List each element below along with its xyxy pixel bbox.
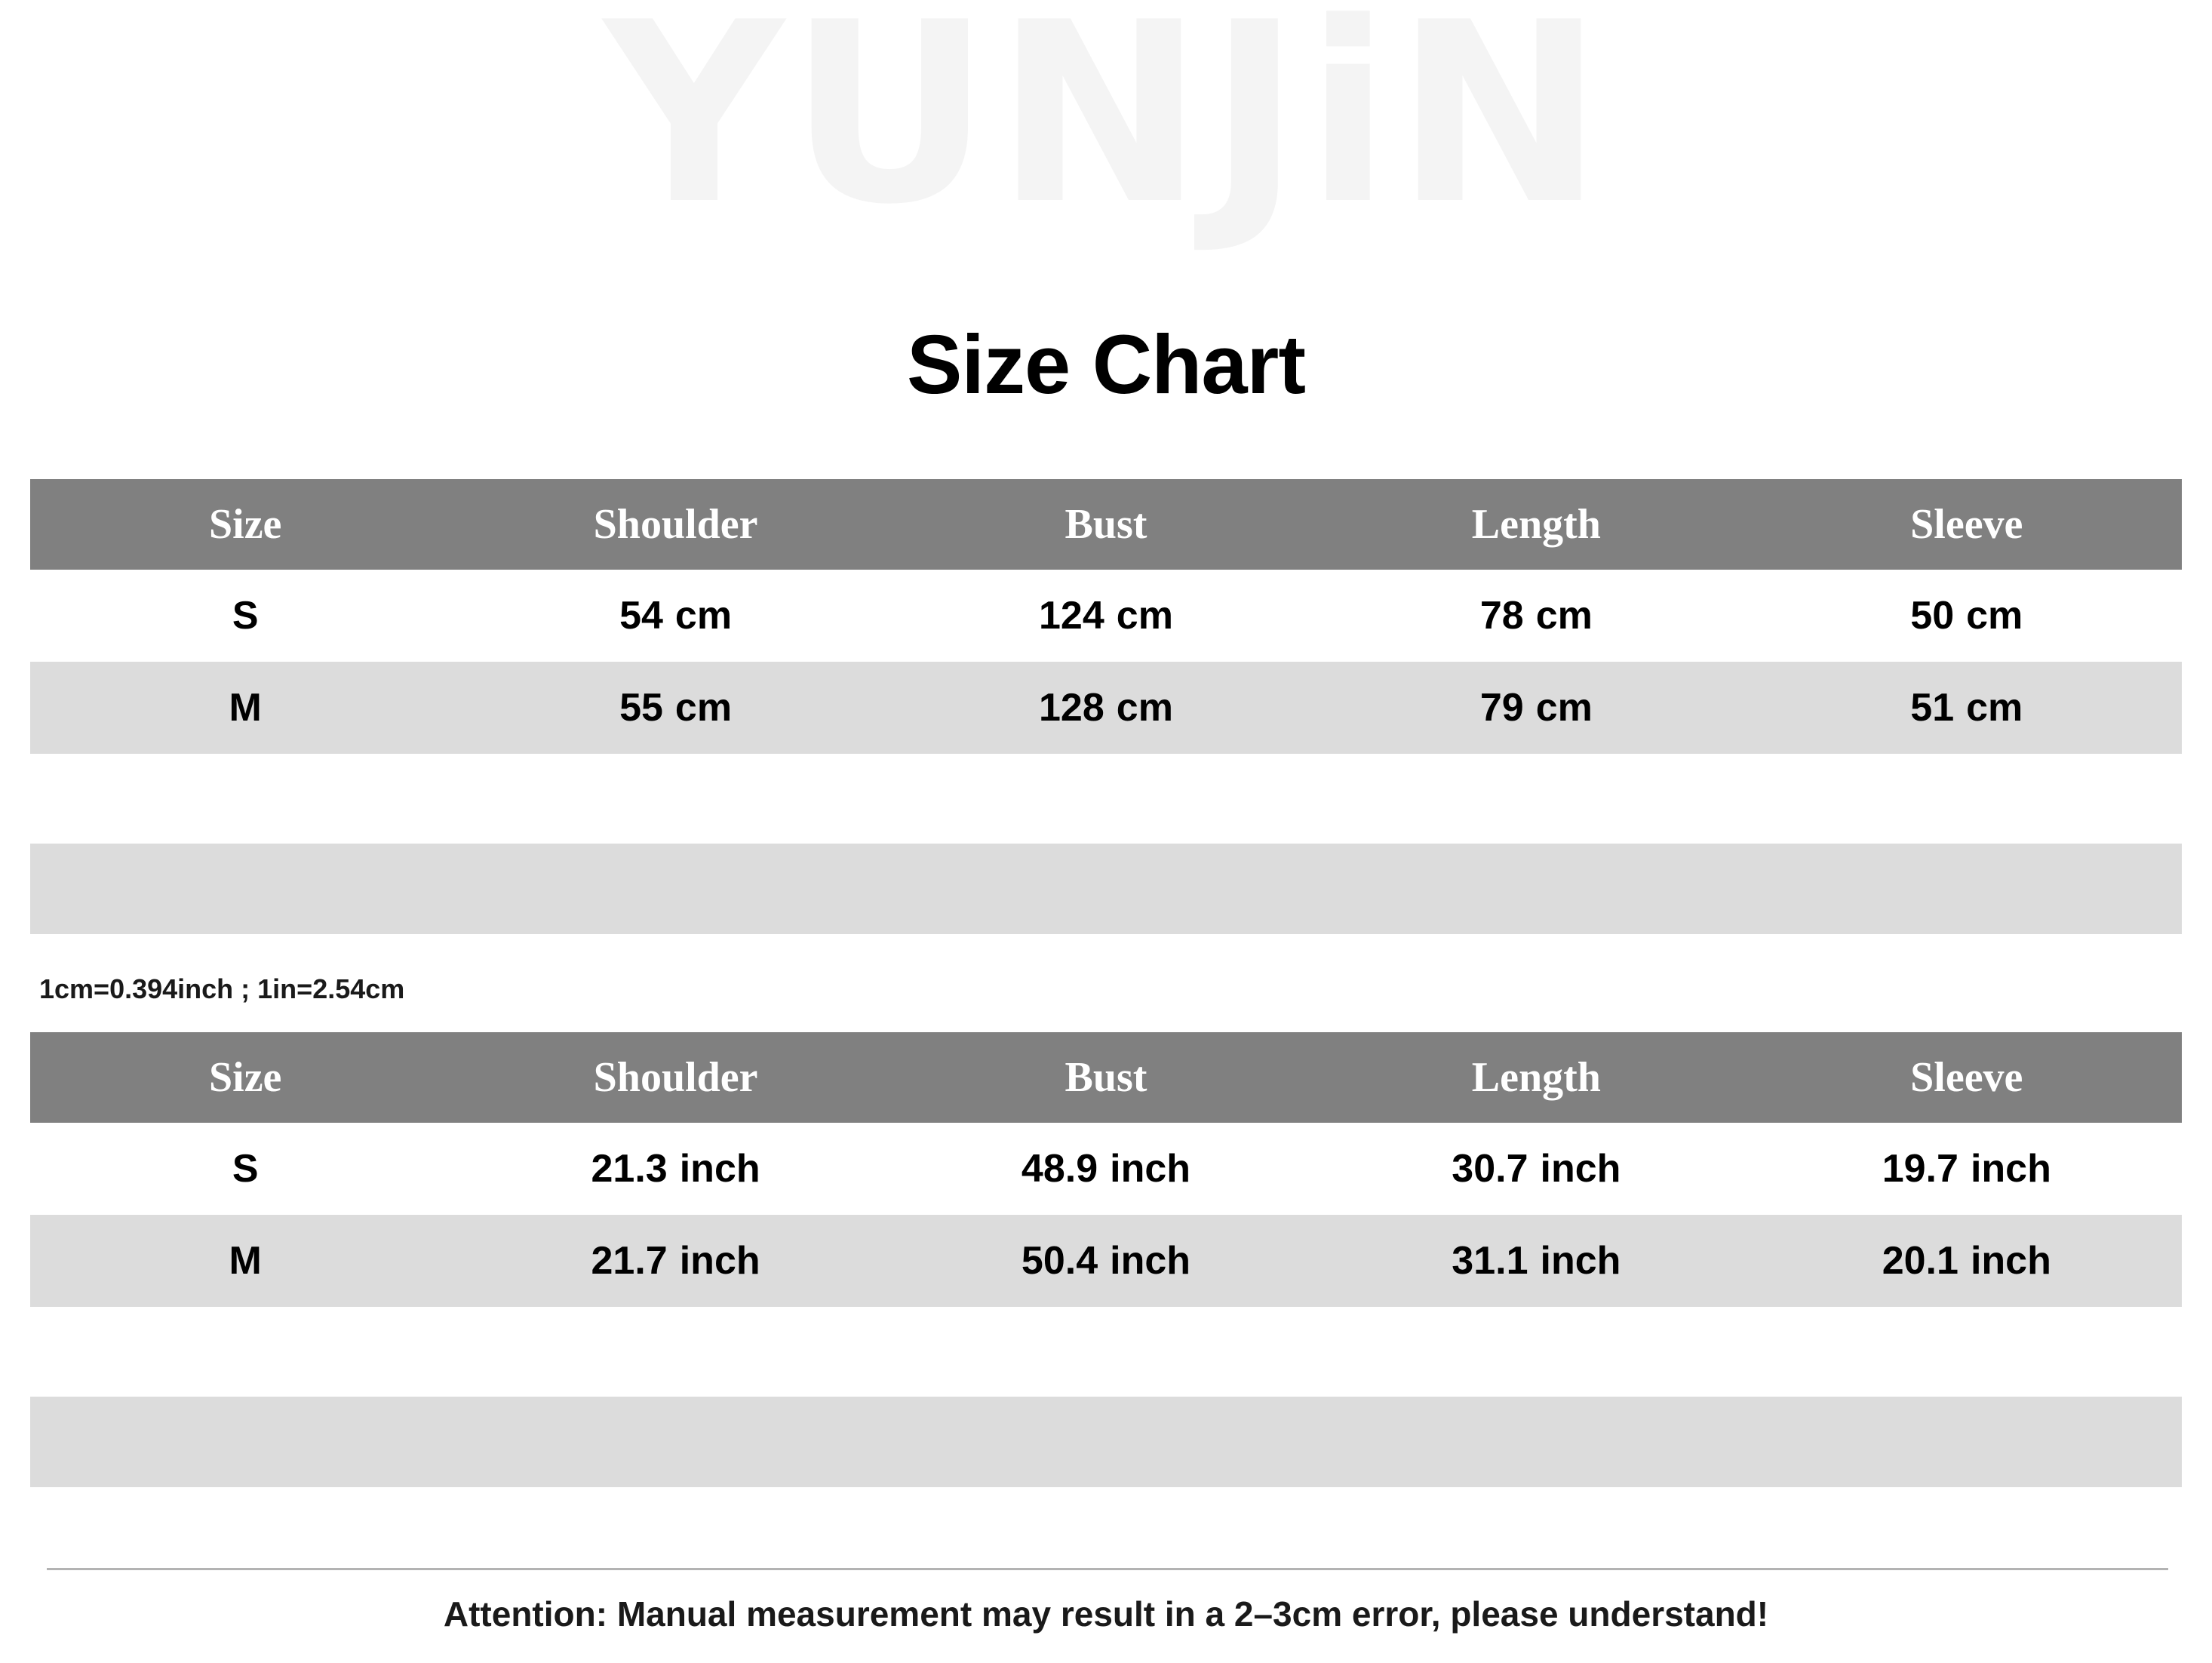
column-header-sleeve: Sleeve [1752, 479, 2182, 570]
unit-label: inch [1540, 1239, 1621, 1283]
cell-length [1321, 662, 1751, 754]
cell-shoulder [460, 662, 890, 754]
value: 30.7 [1452, 1147, 1528, 1191]
unit-label: cm [1966, 686, 2023, 730]
page-title: Size Chart [907, 318, 1305, 411]
unit-label: cm [1116, 686, 1173, 730]
table-row [30, 662, 2182, 754]
cell-sleeve [1752, 1123, 2182, 1215]
cell-size: S [30, 1123, 460, 1215]
table-row [30, 570, 2182, 662]
unit-label: inch [1110, 1147, 1191, 1191]
spacer-band-upper [30, 844, 2182, 934]
table-header-row [30, 1032, 2182, 1123]
unit-label: cm [1535, 594, 1593, 638]
attention-note: Attention: Manual measurement may result in a 2–3cm error, please understand! [443, 1594, 1769, 1634]
cell-length [1321, 1215, 1751, 1307]
cell-size: M [30, 1215, 460, 1307]
unit-label: inch [1110, 1239, 1191, 1283]
value: 128 [1039, 686, 1104, 730]
value: 124 [1039, 594, 1104, 638]
column-header-bust: Bust [891, 479, 1321, 570]
value: 50 [1910, 594, 1955, 638]
unit-label: cm [1116, 594, 1173, 638]
value: 54 [619, 594, 663, 638]
cell-length [1321, 570, 1751, 662]
value: 21.7 [591, 1239, 668, 1283]
table-row [30, 1215, 2182, 1307]
value: 51 [1910, 686, 1955, 730]
column-header-length: Length [1321, 479, 1751, 570]
cell-shoulder [460, 1215, 890, 1307]
cell-bust [891, 570, 1321, 662]
table-row [30, 1123, 2182, 1215]
column-header-bust: Bust [891, 1032, 1321, 1123]
column-header-shoulder: Shoulder [460, 1032, 890, 1123]
unit-label: inch [679, 1239, 760, 1283]
unit-label: cm [1535, 686, 1593, 730]
cell-shoulder [460, 1123, 890, 1215]
unit-conversion-note: 1cm=0.394inch ; 1in=2.54cm [39, 973, 405, 1004]
column-header-size: Size [30, 479, 460, 570]
unit-label: inch [1540, 1147, 1621, 1191]
cell-bust [891, 1123, 1321, 1215]
cell-shoulder [460, 570, 890, 662]
cell-bust [891, 662, 1321, 754]
cell-sleeve [1752, 570, 2182, 662]
cell-sleeve [1752, 662, 2182, 754]
cell-size: S [30, 570, 460, 662]
value: 79 [1479, 686, 1524, 730]
value: 55 [619, 686, 663, 730]
cell-bust [891, 1215, 1321, 1307]
unit-label: cm [1966, 594, 2023, 638]
column-header-length: Length [1321, 1032, 1751, 1123]
table-header-row [30, 479, 2182, 570]
unit-label: cm [674, 594, 733, 638]
value: 20.1 [1882, 1239, 1959, 1283]
value: 19.7 [1882, 1147, 1959, 1191]
cell-size: M [30, 662, 460, 754]
unit-label: inch [1970, 1147, 2051, 1191]
unit-label: inch [679, 1147, 760, 1191]
column-header-shoulder: Shoulder [460, 479, 890, 570]
value: 21.3 [591, 1147, 668, 1191]
value: 50.4 [1021, 1239, 1098, 1283]
spacer-band-lower [30, 1397, 2182, 1487]
value: 31.1 [1452, 1239, 1528, 1283]
footer-divider [47, 1568, 2168, 1570]
cell-sleeve [1752, 1215, 2182, 1307]
value: 78 [1479, 594, 1524, 638]
size-table-inch [30, 1032, 2182, 1307]
unit-label: cm [674, 686, 733, 730]
size-table-cm [30, 479, 2182, 754]
cell-length [1321, 1123, 1751, 1215]
unit-label: inch [1970, 1239, 2051, 1283]
column-header-sleeve: Sleeve [1752, 1032, 2182, 1123]
value: 48.9 [1021, 1147, 1098, 1191]
brand-watermark: YUNJiN [604, 0, 1608, 259]
column-header-size: Size [30, 1032, 460, 1123]
